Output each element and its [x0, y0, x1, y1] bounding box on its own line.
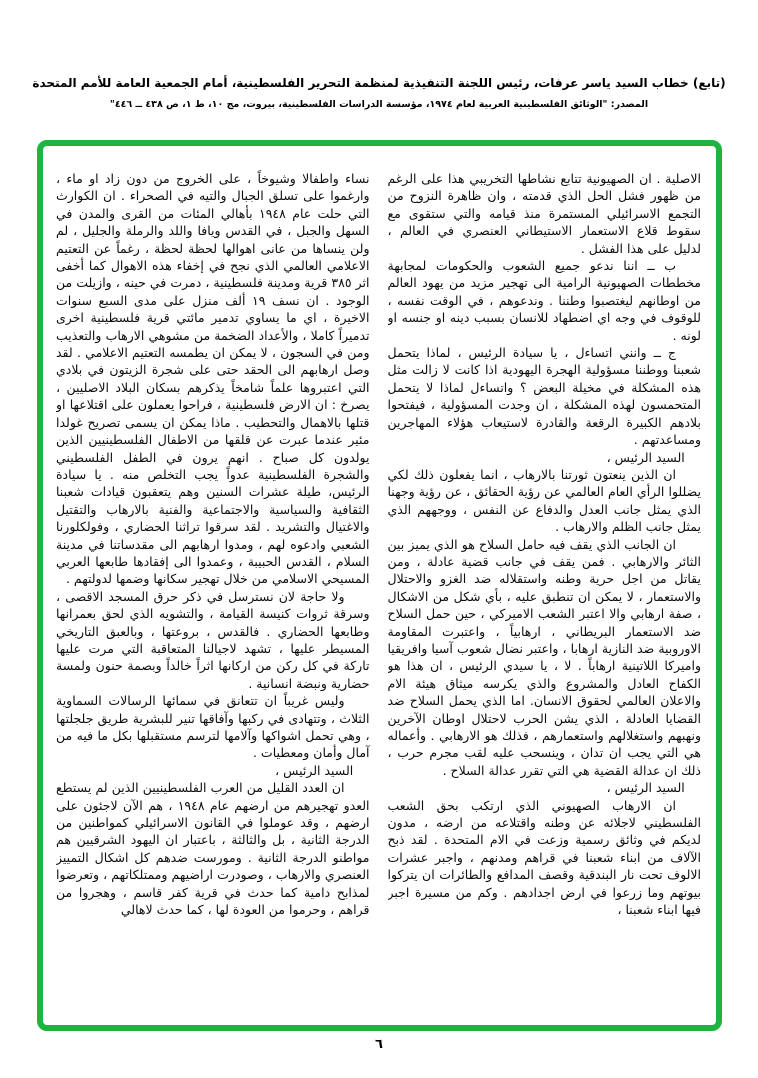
body-paragraph: وليس غريباً ان تتعانق في سمائها الرسالات السماوية الثلاث ، وتتهادى في ركبها وآفاقها تنير للبشرية طريق جلجلتها ، وهي تحمل اشواكها وآلامها لترسم مستقبلها بكل ما فيه من آمال وأمان ومعطيات .	[56, 693, 370, 761]
text-column-right	[388, 170, 702, 1007]
body-paragraph: ب ــ اننا ندعو جميع الشعوب والحكومات لمجابهة مخططات الصهيونية الرامية الى تهجير مزيد من يهود العالم من اوطانهم ليغتصبوا وطننا . وندعوهم ، في الوقت نفسه ، للوقوف في وجه اي اضطهاد للانسان بسبب دينه او جنسه او لونه .	[387, 258, 701, 343]
two-column-text-area	[43, 146, 716, 1025]
body-paragraph: ج ــ وانني اتساءل ، يا سيادة الرئيس ، لماذا يتحمل شعبنا ووطننا مسؤولية الهجرة اليهودية اذا كانت لا زالت مثل هذه المشكلة في مخيلة البعض ؟ واتساءل لماذا لا يتحمل المتحمسون لهذه المشكلة ، ان وجدت المسؤولية ، فيفتحوا بلادهم الكبيرة الرقعة والقادرة لاستيعاب هؤلاء المهاجرين ومساعدتهم .	[387, 345, 701, 448]
body-paragraph: نساء واطفالا وشيوخاً ، على الخروج من دون زاد او ماء ، وارغموا على تسلق الجبال والتيه في الصحراء . ان الكوارث التي حلت عام ١٩٤٨ بأهالي المئات من القرى والمدن في السهل والجبل ، في القدس ويافا واللد والرملة والجليل ، لم ولن ينساها من عانى اهوالها لحظة لحظة ، رغماً عن التعتيم الاعلامي العالمي الذي نجح في إخفاء هذه الاهوال كما أخفى اثر ٣٨٥ قرية ومدينة فلسطينية ، دمرت في حينه ، وازيلت من الوجود . ان نسف ١٩ ألف منزل على مدى السبع سنوات الاخيرة ، اي ما يساوي تدمير مائتي قرية فلسطينية اخرى تدميراً كاملا ، والأعداد الضخمة من مشوهي الارهاب والتعذيب ومن في السجون ، لا يمكن ان يطمسه التعتيم الاعلامي . لقد وصل ارهابهم الى الحقد حتى على شجرة الزيتون في بلادي التي اعتبروها علماً شامخاً يذكرهم بسكان البلاد الاصليين ، يصرخ : ان الارض فلسطينية ، فراحوا يعملون على اقتلاعها او قتلها بالاهمال والتحطيب . ماذا يمكن ان يسمى تصريح غولدا مئير عندما عبرت عن قلقها من الاطفال الفلسطينيين الذين يولدون كل صباح . انهم يرون في الطفل الفلسطيني والشجرة الفلسطينية عدواً يجب التخلص منه . يا سيادة الرئيس، طيلة عشرات السنين وهم يتعقبون قيادات شعبنا الثقافية والسياسية والاجتماعية والفنية بالارهاب والتقتيل والاغتيال والتشريد . لقد سرقوا تراثنا الحضاري ، وفولكلورنا الشعبي وادعوه لهم ، ومدوا ارهابهم الى مقدساتنا في مدينة السلام ، القدس الحبيبة ، وعمدوا الى إفقادها طابعها العربي المسيحي الاسلامي من خلال تهجير سكانها وضمها لدولتهم .	[56, 171, 370, 587]
body-paragraph: ان الذين ينعتون ثورتنا بالارهاب ، انما يفعلون ذلك لكي يضللوا الرأي العام العالمي عن رؤية الحقائق ، عن رؤية وجهنا الذي يمثل جانب العدل والدفاع عن النفس ، ووجههم الذي يمثل جانب الظلم والارهاب .	[387, 466, 701, 535]
document-header	[28, 76, 730, 110]
body-paragraph: ان الارهاب الصهيوني الذي ارتكب بحق الشعب الفلسطيني لاجلائه عن وطنه واقتلاعه من ارضه ، مدون لديكم في وثائق رسمية وزعت في الام المتحدة . لقد ذبح الآلاف من ابناء شعبنا في قراهم ومدنهم ، واجبر عشرات الالوف تحت نار البندقية وقصف المدافع والطائرات ان يتركوا بيوتهم وما زرعوا في ارض اجدادهم . وكم من مسيرة اجبر فيها ابناء شعبنا ،	[387, 797, 701, 918]
body-paragraph: الاصلية . ان الصهيونية تتابع نشاطها التخريبي هذا على الرغم من ظهور فشل الحل الذي قدمته ، وان ظاهرة النزوح من التجمع الاسرائيلي المستمرة منذ قيامه والتي ستقوى مع سقوط قلاع الاستعمار الاستيطاني العنصري في العالم ، لدليل على هذا الفشل .	[387, 171, 701, 256]
document-title: (تابع) خطاب السيد ياسر عرفات، رئيس اللجنة التنفيذية لمنظمة التحرير الفلسطينية، أمام الجمعية العامة للأمم المتحدة	[32, 76, 726, 90]
body-paragraph: ان الجانب الذي يقف فيه حامل السلاح هو الذي يميز بين الثائر والارهابي . فمن يقف في جانب قضية عادلة ، ومن يقاتل من اجل حرية وطنه واستقلاله ضد الغزو والاحتلال والاستعمار ، لا يمكن ان تنطبق عليه ، بأي شكل من الاشكال ، صفة ارهابي والا اعتبر الشعب الاميركي ، حين حمل السلاح ضد الاستعمار البريطاني ، ارهابياً ، واعتبرت المقاومة الاوروبية ضد النازية ارهابا ، واعتبر نضال شعوب آسيا وافريقيا واميركا اللاتينية ارهاباً . لا ، يا سيدي الرئيس ، ان هذا هو الكفاح العادل والمشروع والذي يكرسه ميثاق هيئة الام والاعلان العالمي لحقوق الانسان. اما الذي يحمل السلاح ضد القضايا العادلة ، الذي يشن الحرب لاحتلال اوطان الآخرين ونهبهم واستغلالهم واستعمارهم ، فذلك هو الارهابي . وأعماله هي التي يجب ان تدان ، وينسحب عليه لقب مجرم حرب ، ذلك ان عدالة القضية هي التي تقرر عدالة السلاح .	[387, 536, 701, 778]
salutation-heading: السيد الرئيس ،	[606, 449, 685, 465]
body-paragraph: ان العدد القليل من العرب الفلسطينيين الذين لم يستطع العدو تهجيرهم من ارضهم عام ١٩٤٨ ، هم الآن لاجئون على ارضهم ، وقد عوملوا في القانون الاسرائيلي كمواطنين من الدرجة الثانية ، بل والثالثة ، باعتبار ان اليهود الشرقيين هم مواطنو الدرجة الثانية . ومورست ضدهم كل اشكال التمييز العنصري والارهاب ، وصودرت اراضيهم وممتلكاتهم ، وتعرضوا لمذابح دامية كما حدث في قرية كفر قاسم ، وهجروا من قراهم ، وحرموا من العودة لها ، كما حدث لاهالي	[56, 780, 370, 918]
text-column-left	[56, 170, 370, 1007]
salutation-heading: السيد الرئيس ،	[606, 780, 685, 796]
salutation-heading: السيد الرئيس ،	[275, 762, 354, 778]
body-paragraph: ولا حاجة لان نسترسل في ذكر حرق المسجد الاقصى ، وسرقة ثروات كنيسة القيامة ، والتشويه الذي لحق بعمرانها وطابعها الحضاري . فالقدس ، بروعتها ، وبالعبق التاريخي المسيطر عليها ، تشهد لاجيالنا المتعاقبة التي مرت عليها تاركة في كل ركن من اركانها اثراً خالداً وبصمة حنون ولمسة حضارية ونبضة انسانية .	[56, 588, 370, 691]
page-number: ٦	[375, 1037, 383, 1052]
green-bordered-text-box	[37, 140, 722, 1031]
source-citation: المصدر: "الوثائق الفلسطينية العربية لعام ١٩٧٤، مؤسسة الدراسات الفلسطينية، بيروت، مج ١٠، ط ١، ص ٤٣٨ ــ ٤٤٦"	[109, 99, 649, 110]
